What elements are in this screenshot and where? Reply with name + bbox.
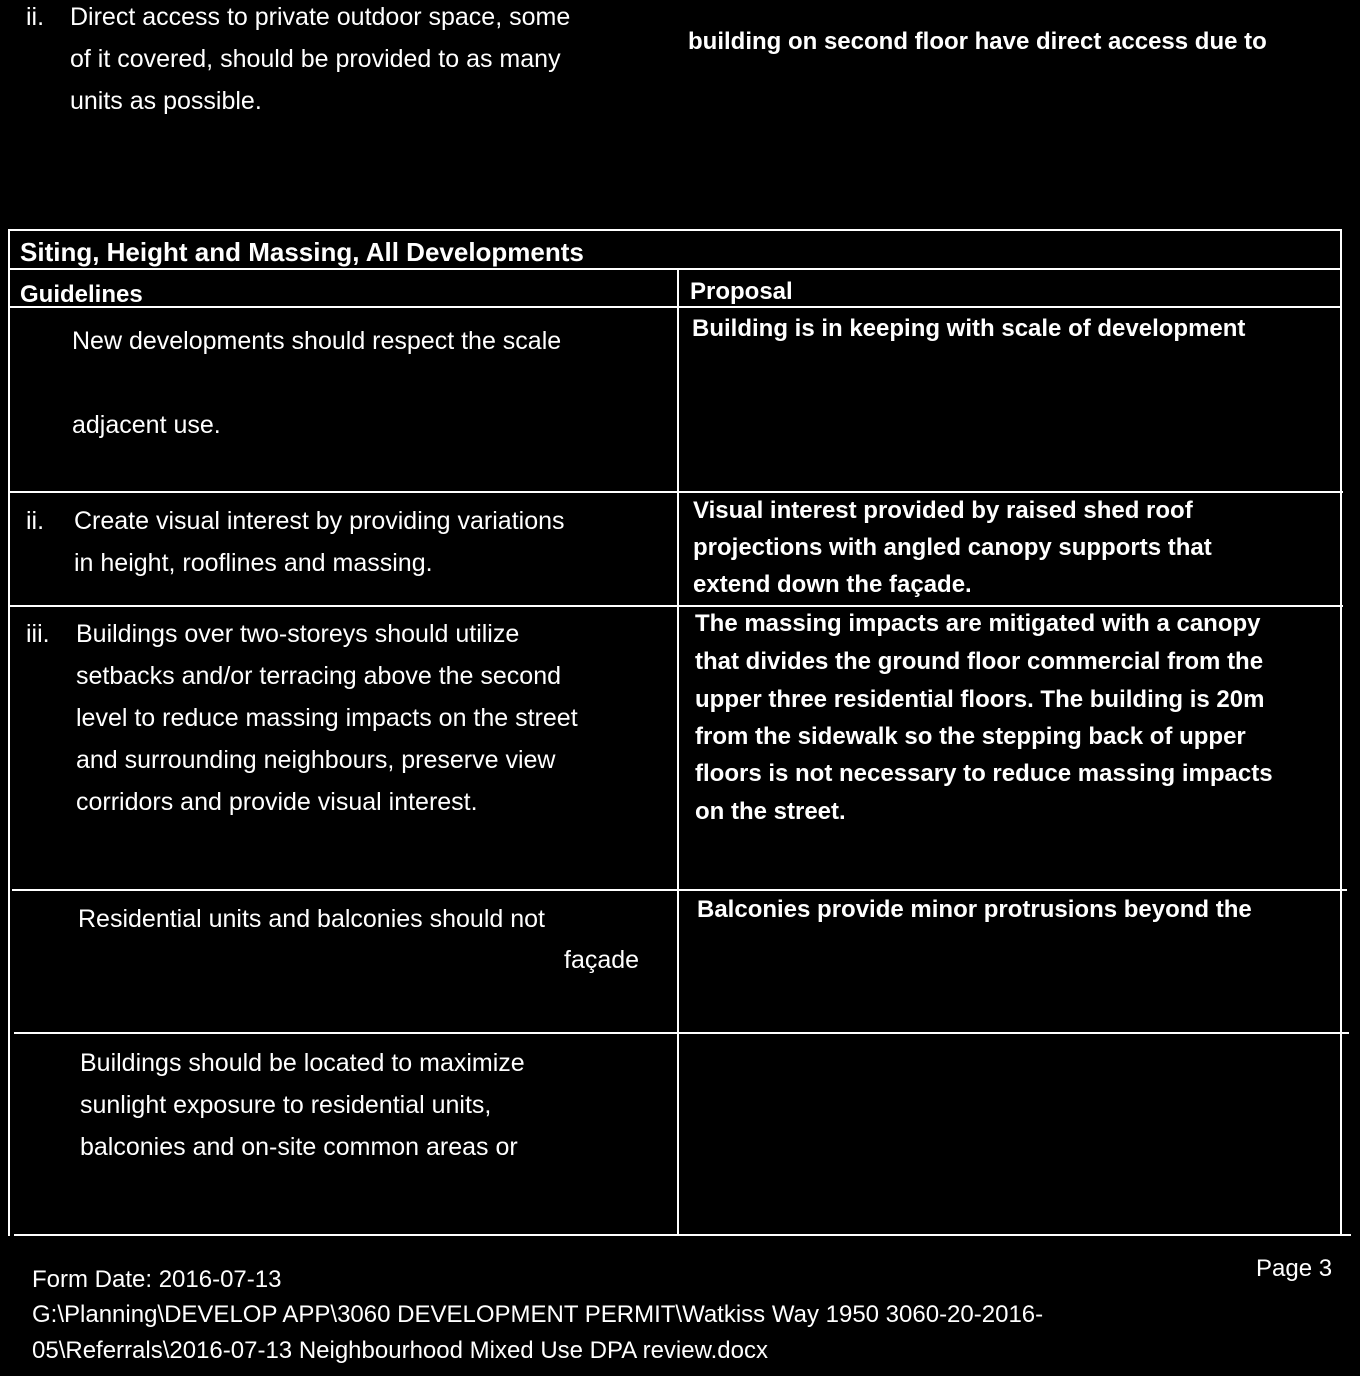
row-2-proposal-line-1: Visual interest provided by raised shed roof — [693, 497, 1193, 524]
row-3-proposal-line-6: on the street. — [695, 798, 846, 825]
intro-numeral: ii. — [26, 3, 45, 31]
row-1-proposal-line-1: Building is in keeping with scale of development — [692, 315, 1246, 342]
row-5-guideline-line-3: balconies and on-site common areas or — [80, 1133, 518, 1161]
row-1-guideline-line-1: New developments should respect the scale — [72, 327, 562, 355]
row-3-guideline-line-5: corridors and provide visual interest. — [76, 788, 478, 816]
intro-line-3: units as possible. — [70, 87, 262, 115]
row-2-numeral: ii. — [26, 507, 45, 535]
row-3-proposal-line-4: from the sidewalk so the stepping back of upper — [695, 723, 1246, 750]
header-row-divider — [8, 306, 1341, 308]
row-4-divider — [14, 1032, 1349, 1034]
row-4-proposal-line-1: Balconies provide minor protrusions beyond the — [697, 896, 1252, 923]
row-4-guideline-line-1: Residential units and balconies should not — [78, 905, 545, 933]
file-path-line-1: G:\Planning\DEVELOP APP\3060 DEVELOPMENT PERMIT\Watkiss Way 1950 3060-20-2016- — [32, 1301, 1044, 1328]
intro-line-2: of it covered, should be provided to as many — [70, 45, 561, 73]
header-proposal: Proposal — [690, 278, 793, 305]
table-left-border — [8, 229, 10, 1236]
row-2-proposal-line-2: projections with angled canopy supports that — [693, 534, 1212, 561]
row-1-guideline-line-3: adjacent use. — [72, 411, 221, 439]
row-3-guideline-line-1: Buildings over two-storeys should utilize — [76, 620, 520, 648]
row-2-proposal-line-3: extend down the façade. — [693, 571, 972, 598]
row-5-guideline-line-1: Buildings should be located to maximize — [80, 1049, 525, 1077]
row-3-proposal-line-3: upper three residential floors. The building is 20m — [695, 686, 1265, 713]
row-3-proposal-line-2: that divides the ground floor commercial from the — [695, 648, 1264, 675]
row-2-guideline-line-2: in height, rooflines and massing. — [74, 549, 433, 577]
row-3-guideline-line-3: level to reduce massing impacts on the street — [76, 704, 578, 732]
row-2-guideline-line-1: Create visual interest by providing variations — [74, 507, 565, 535]
intro-proposal: building on second floor have direct access due to — [688, 28, 1267, 55]
title-row-divider — [8, 268, 1341, 270]
row-3-guideline-line-4: and surrounding neighbours, preserve view — [76, 746, 556, 774]
row-3-proposal-line-5: floors is not necessary to reduce massing impacts — [695, 760, 1273, 787]
table-top-border — [8, 229, 1341, 231]
row-4-guideline-line-2: façade — [564, 946, 640, 974]
table-title: Siting, Height and Massing, All Developments — [20, 237, 584, 267]
column-divider — [677, 268, 679, 1236]
row-3-proposal-line-1: The massing impacts are mitigated with a canopy — [695, 610, 1261, 637]
row-5-guideline-line-2: sunlight exposure to residential units, — [80, 1091, 492, 1119]
row-3-numeral: iii. — [26, 620, 50, 648]
header-guidelines: Guidelines — [20, 281, 143, 308]
page-number: Page 3 — [1256, 1255, 1333, 1282]
row-3-guideline-line-2: setbacks and/or terracing above the second — [76, 662, 562, 690]
table-right-border — [1340, 229, 1342, 1236]
intro-line-1: Direct access to private outdoor space, some — [70, 3, 571, 31]
table-bottom-border — [14, 1234, 1351, 1236]
file-path-line-2: 05\Referrals\2016-07-13 Neighbourhood Mixed Use DPA review.docx — [32, 1337, 768, 1364]
form-date: Form Date: 2016-07-13 — [32, 1266, 282, 1293]
